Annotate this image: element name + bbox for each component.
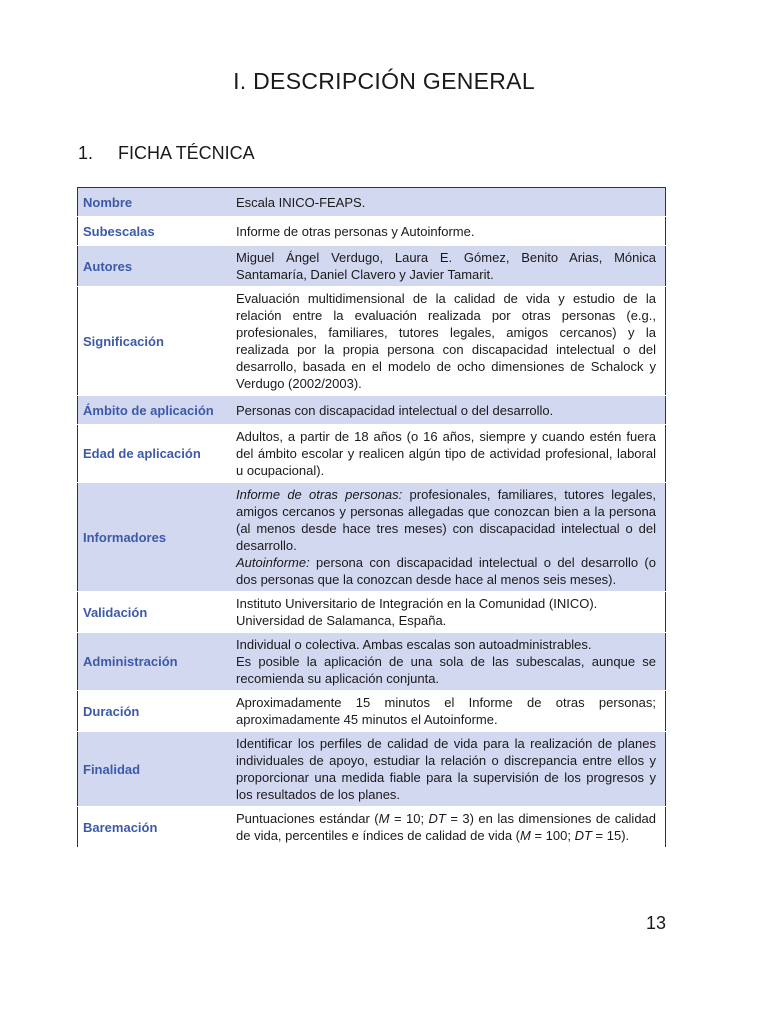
mean-symbol: M (378, 811, 390, 826)
row-value: Informe de otras personas y Autoinforme. (226, 217, 666, 246)
row-value (226, 483, 666, 592)
value-line: Individual o colectiva. Ambas escalas son autoadministrables. (236, 637, 592, 652)
row-value: Identificar los perfiles de calidad de vida para la realización de planes individuales de apoyo, estudiar la relación o discrepancia entre ellos y proporcionar una medida fiable para la supervisión de los progresos y los resultados de los planes. (226, 732, 666, 807)
section-number: 1. (78, 143, 94, 163)
value-line: Instituto Universitario de Integración en la Comunidad (INICO). (236, 596, 598, 611)
table-row (78, 396, 666, 425)
row-value: Escala INICO-FEAPS. (226, 188, 666, 217)
technical-sheet-table (77, 187, 666, 848)
informe-otras-label: Informe de otras personas: (236, 487, 403, 502)
mean-symbol: M (520, 828, 531, 843)
row-value: Miguel Ángel Verdugo, Laura E. Gómez, Benito Arias, Mónica Santamaría, Daniel Clavero y Javier Tamarit. (226, 246, 666, 287)
table-row (78, 691, 666, 732)
row-label: Informadores (78, 483, 227, 592)
row-label: Finalidad (78, 732, 227, 807)
row-label: Validación (78, 592, 227, 633)
table-row (78, 188, 666, 217)
row-value (226, 807, 666, 848)
row-label: Administración (78, 633, 227, 691)
value-fragment: = 15). (591, 828, 630, 843)
autoinforme-label: Autoinforme: (236, 555, 310, 570)
row-value: Evaluación multidimensional de la calidad de vida y estudio de la relación entre la evaluación realizada por otras personas (e.g., profesionales, familiares, tutores legales, amigos cercanos) y la realizada por la propia persona con discapacidad intelectual o del desarrollo, basada en el modelo de ocho dimensiones de Schalock y Verdugo (2002/2003). (226, 287, 666, 396)
row-label: Baremación (78, 807, 227, 848)
section-title: FICHA TÉCNICA (118, 143, 255, 163)
chapter-title: I. DESCRIPCIÓN GENERAL (233, 68, 535, 94)
section-heading (78, 143, 255, 164)
table-row (78, 217, 666, 246)
value-fragment: = 3) en las dimensiones de calidad de vida, percentiles e índices de calidad de vida ( (236, 811, 657, 843)
table-row (78, 425, 666, 483)
row-value: Personas con discapacidad intelectual o del desarrollo. (226, 396, 666, 425)
value-line: Universidad de Salamanca, España. (236, 613, 447, 628)
row-label: Nombre (78, 188, 227, 217)
row-label: Significación (78, 287, 227, 396)
table-row (78, 483, 666, 592)
informe-otras-text: profesionales, familiares, tutores legales, amigos cercanos y personas allegadas que conozcan bien a la persona (al menos desde hace tres meses) con discapacidad intelectual o del desarrollo. (236, 487, 656, 553)
autoinforme-text: persona con discapacidad intelectual o del desarrollo (o dos personas que la conozcan desde hace al menos seis meses). (236, 555, 656, 587)
value-line: Es posible la aplicación de una sola de las subescalas, aunque se recomienda su aplicación conjunta. (236, 654, 656, 686)
table-row (78, 807, 666, 848)
row-label: Edad de aplicación (78, 425, 227, 483)
value-fragment: Puntuaciones estándar ( (236, 811, 379, 826)
row-value (226, 633, 666, 691)
row-label: Ámbito de aplicación (78, 396, 227, 425)
row-value: Aproximadamente 15 minutos el Informe de otras personas; aproximadamente 45 minutos el Autoinforme. (226, 691, 666, 732)
row-label: Duración (78, 691, 227, 732)
row-label: Autores (78, 246, 227, 287)
row-value: Adultos, a partir de 18 años (o 16 años, siempre y cuando estén fuera del ámbito escolar y realicen algún tipo de actividad profesional, laboral u ocupacional). (226, 425, 666, 483)
page-number: 13 (645, 913, 666, 933)
row-label: Subescalas (78, 217, 227, 246)
table-row (78, 732, 666, 807)
sd-symbol: DT (428, 811, 446, 826)
sd-symbol: DT (574, 828, 592, 843)
table-row (78, 633, 666, 691)
value-fragment: = 10; (389, 811, 429, 826)
table-row (78, 592, 666, 633)
value-fragment: = 100; (530, 828, 575, 843)
row-value (226, 592, 666, 633)
table-row (78, 246, 666, 287)
table-row (78, 287, 666, 396)
